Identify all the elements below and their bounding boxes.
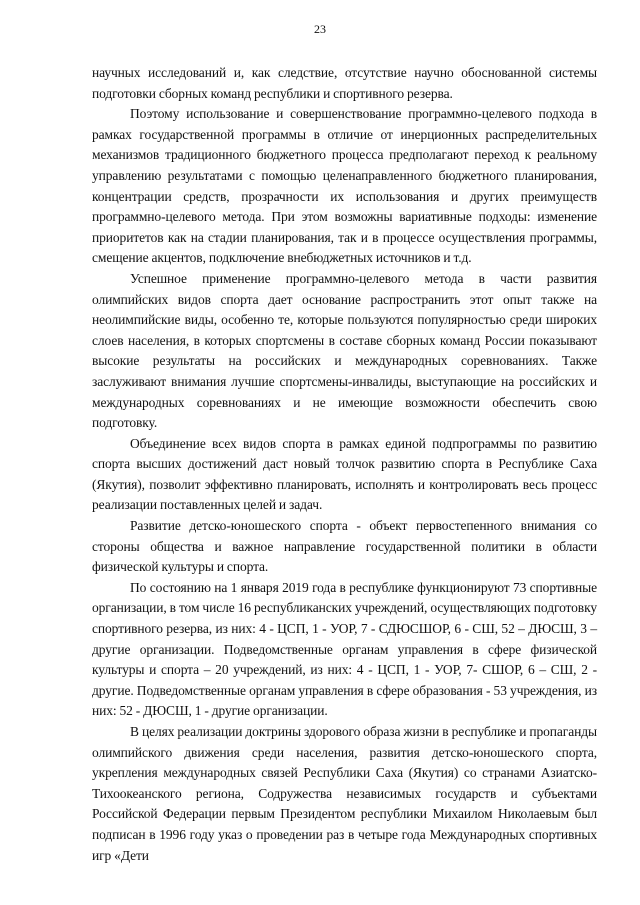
paragraph-5: Развитие детско-юношеского спорта - объект первостепенного внимания со стороны общества и важное направление государственной политики в области физической культуры и спорта. xyxy=(92,518,597,575)
paragraph-6: По состоянию на 1 января 2019 года в республике функционируют 73 спортивные организации, в том числе 16 республиканских учреждений, осуществляющих подготовку спортивного резерва, из них: 4 - ЦСП, 1 - УОР, 7 - СДЮСШОР, 6 - СШ, 52 – ДЮСШ, 3 – другие организации. Подведомственные органам управления в сфере физической культуры и спорта – 20 учреждений, из них: 4 - ЦСП, 1 - УОР, 7- СШОР, 6 – СШ, 2 - другие. Подведомственные органам управления в сфере образования - 53 учреждения, из них: 52 - ДЮСШ, 1 - другие организации. xyxy=(92,579,597,719)
paragraph-3: Успешное применение программно-целевого метода в части развития олимпийских видов спорта дает основание распространить этот опыт также на неолимпийские виды, особенно те, которые пользуются популярностью среди широких слоев населения, в которых спортсмены в составе сборных команд России показывают высокие результаты на российских и международных соревнованиях. Также заслуживают внимания лучшие спортсмены-инвалиды, выступающие на российских и международных соревнованиях и не имеющие возможности обеспечить свою подготовку. xyxy=(92,270,597,431)
paragraph-4: Объединение всех видов спорта в рамках единой подпрограммы по развитию спорта высших достижений даст новый толчок развитию спорта в Республике Саха (Якутия), позволит эффективно планировать, исполнять и контролировать весь процесс реализации поставленных целей и задач. xyxy=(92,435,597,513)
paragraph-2: Поэтому использование и совершенствование программно-целевого подхода в рамках государственной программы в отличие от инерционных распределительных механизмов традиционного бюджетного процесса предполагают переход к реальному управлению результатами с помощью целенаправленного бюджетного планирования, концентрации средств, прозрачности их использования и других преимуществ программно-целевого метода. При этом возможны вариативные подходы: изменение приоритетов как на стадии планирования, так и в процессе осуществления программы, смещение акцентов, подключение внебюджетных источников и т.д. xyxy=(92,106,597,266)
paragraph-7: В целях реализации доктрины здорового образа жизни в республике и пропаганды олимпийского движения среди населения, развития детско-юношеского спорта, укрепления международных связей Республики Саха (Якутия) со странами Азиатско-Тихоокеанского региона, Содружества независимых государств и субъектами Российской Федерации первым Президентом республики Михаилом Николаевым был подписан в 1996 году указ о проведении раз в четыре года Международных спортивных игр «Дети xyxy=(92,724,597,863)
paragraph-1: научных исследований и, как следствие, отсутствие научно обоснованной системы подготовки сборных команд республики и спортивного резерва. xyxy=(92,65,597,101)
page-number: 23 xyxy=(314,22,326,36)
document-body xyxy=(92,63,597,866)
